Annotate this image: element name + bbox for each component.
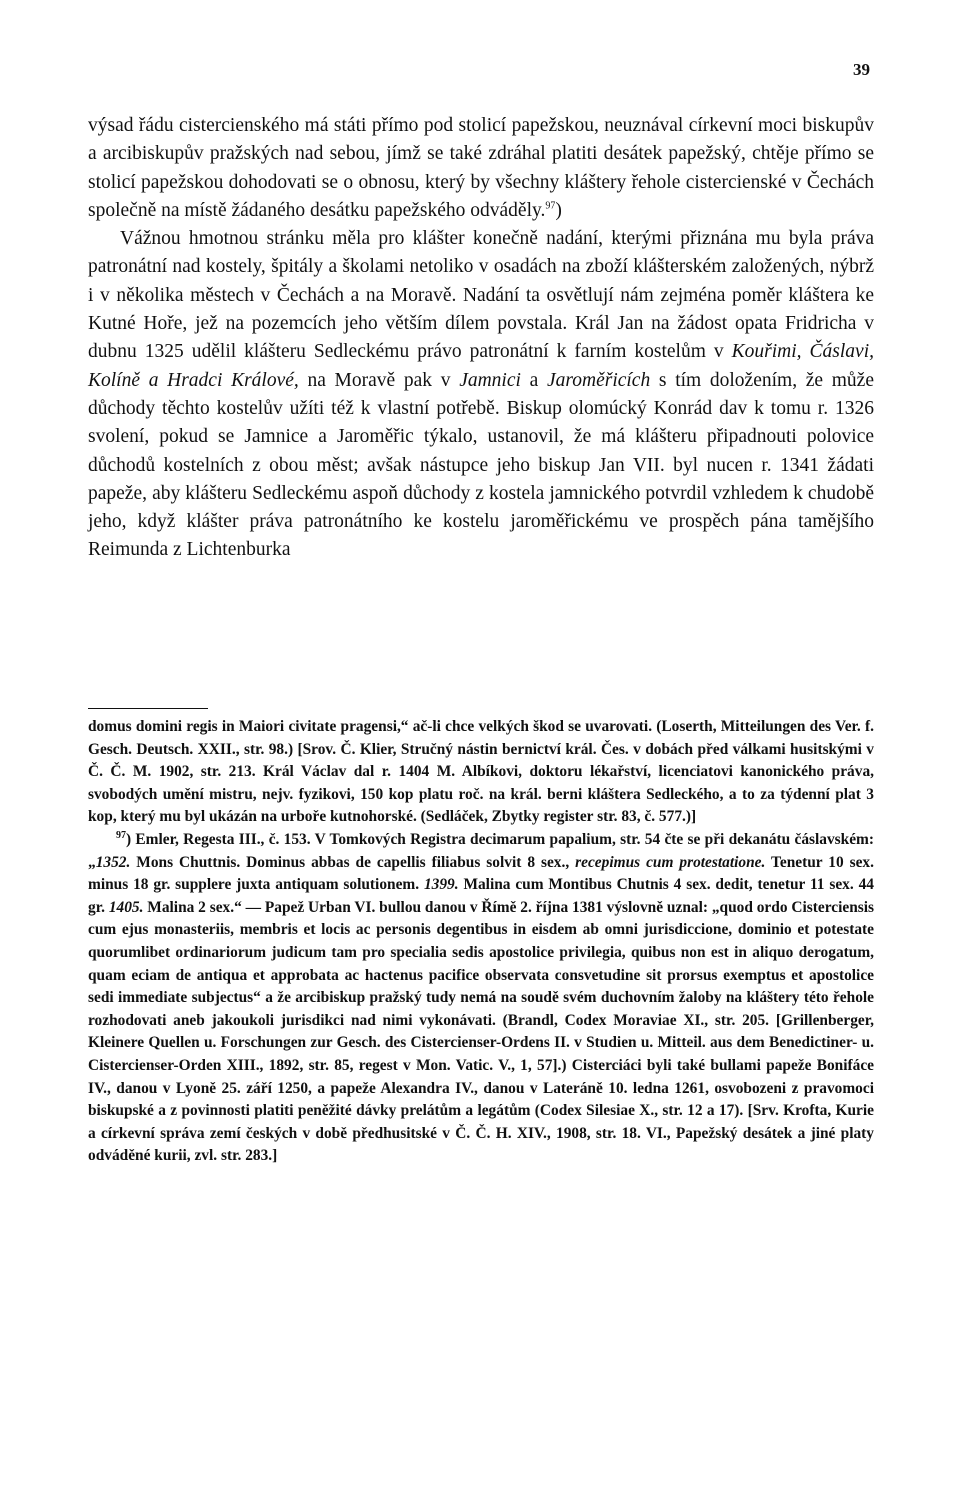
paragraph-2-text-b: na Moravě pak v — [298, 369, 460, 391]
footnote-97-text-a: ) Emler, Regesta III., č. 153. V Tomkových Registra decimarum papalium, str. 54 čte se při dekanátu čáslavském: „ — [88, 830, 874, 871]
footnote-97-year: 1405. — [108, 898, 144, 916]
main-text — [88, 112, 874, 565]
paragraph-2-text-a: Vážnou hmotnou stránku měla pro klášter konečně nadání, kterými přiznána mu byla práva patronátní nad kostely, špitály a školami netoliko v osadách na zboží klášterském založených, nýbrž i v několika městech v Čechách a na Moravě. Nadání ta osvětlují nám zejména poměr kláštera ke Kutné Hoře, jež na pozemcích jeho větším dílem povstala. Král Jan na žádost opata Fridricha v dubnu 1325 udělil klášteru Sedleckému právo patronátní k farním kostelům v — [88, 228, 874, 363]
paragraph-2-text-d: s tím doložením, že může důchody těchto kostelův užíti též k vlastní potřebě. Biskup olomúcký Konrád dav k tomu r. 1326 svolení, pokud se Jamnice a Jaroměřic týkalo, ustanovil, že má klášteru připadnouti polovice důchodů kostelních z obou měst; avšak nástupce jeho biskup Jan VII. byl nucen r. 1341 žádati papeže, aby klášteru Sedleckému aspoň důchody z kostela jamnického potvrdil vzhledem k chudobě jeho, když klášter práva patronátního ke kostelu jaroměřickému ve prospěch pána tamějšího Reimunda z Lichtenburka — [88, 369, 874, 561]
place-names-bohemia: Kouřimi, Čáslavi, Kolíně a Hradci Králové, — [88, 341, 874, 391]
page-number: 39 — [853, 60, 870, 79]
footnote-reference-97: 97 — [545, 200, 556, 212]
footnote-97-text-c: Tenetur 10 sex. minus 18 gr. supplere juxta antiquam solutionem. — [88, 853, 874, 894]
footnote-97-text-e: Malina 2 sex.“ — Papež Urban VI. bullou danou v Římě 2. října 1381 výslovně uznal: „quod ordo Cisterciensis cum ejus monasteriis, membris et locis ac personis degentibus in eisdem ab omni jurisdiccione, dominio et potestate quorumlibet ordinariorum judicum tam pro specialia sedis apostolice privilegia, quibus non est in aliquo derogatum, quam eciam de antiqua et approbata ac hactenus pacifice observata consvetudine sit prorsus exemptus et apostolice sedi immediate subjectus“ a že arcibiskup pražský tudy nemá na soudě svém duchovním žaloby na kláštery této řehole rozhodovati aneb jakoukoli jurisdikci nad nimi vykonávati. (Brandl, Codex Moraviae XI., str. 205. [Grillenberger, Kleinere Quellen u. Forschungen zur Gesch. des Cistercienser-Ordens II. v Studien u. Mitteil. aus dem Benedictiner- u. Cistercienser-Orden XIII., 1892, str. 85, regest v Mon. Vatic. V., 1, 57].) Cisterciáci byli také bullami papeže Bonifáce IV., danou v Lyoně 25. září 1250, a papeže Alexandra IV., danou v Lateráně 10. ledna 1261, osvobozeni z pravomoci biskupské a z povinnosti platiti peněžité dávky prelátům a legátům (Codex Silesiae X., str. 12 a 17). [Srv. Krofta, Kurie a církevní správa zemí českých v době předhusitské v Č. Č. H. XIV., 1908, str. 18. VI., Papežský desátek a jiné platy odváděné kurii, zvl. str. 283.] — [88, 898, 875, 1165]
footnote-97-text-d: Malina cum Montibus Chutnis 4 sex. dedit, tenetur 11 sex. 44 gr. — [88, 876, 874, 916]
paragraph-1: výsad řádu cistercienského má státi přímo pod stolicí papežskou, neuznával církevní moci biskupův a arcibiskupův pražských nad sebou, jímž se také zdráhal platiti desátek papežský, chtěje přímo se stolicí papežskou dohodovati se o obnosu, který by všechny kláštery řehole cistercienské v Čechách společně na místě žádaného desátku papežského odváděly.$^{97}$) — [88, 115, 874, 221]
place-name-jamnice: Jamnici — [459, 369, 521, 391]
paragraph-1-text: výsad řádu cistercienského má státi přímo pod stolicí papežskou, neuznával církevní moci biskupův a arcibiskupův pražských nad sebou, jímž se také zdráhal platiti desátek papežský, chtěje přímo se stolicí papežskou dohodovati se o obnosu, který by všechny kláštery řehole cistercienské v Čechách společně na místě žádaného desátku papežského odváděly. — [88, 115, 874, 221]
footnote-97-mark: 97 — [116, 829, 126, 841]
paragraph-2 — [88, 225, 874, 565]
footnote-97-quote: recepimus cum protestatione. — [575, 853, 766, 871]
footnote-separator — [88, 708, 208, 709]
footnote-97 — [88, 829, 874, 1168]
paragraph-2-text-c: a — [520, 369, 547, 391]
footnotes — [88, 716, 874, 1168]
footnote-continuation: domus domini regis in Maiori civitate pragensi,“ ač-li chce velkých škod se uvarovati. (Loserth, Mitteilungen des Ver. f. Gesch. Deutsch. XXII., str. 98.) [Srov. Č. Klier, Stručný nástin bernictví král. Čes. v dobách před válkami husitskými v Č. Č. M. 1902, str. 213. Král Václav dal r. 1404 M. Albíkovi, doktoru lékařství, licenciatovi kanonického práva, svobodých umění mistru, nejv. fyzikovi, 150 kop platu roč. na král. berni kláštera Sedleckého, a to za týdenní plat 3 kop, který mu byl ukázán na urboře kutnohorské. (Sedláček, Zbytky register str. 83, č. 577.)] — [88, 718, 874, 826]
footnote-97-year: 1399. — [423, 876, 459, 894]
footnote-97-year: 1352. — [95, 853, 131, 871]
place-name-jaromerice: Jaroměřicích — [546, 369, 651, 391]
footnote-97-text-b: Mons Chuttnis. Dominus abbas de capellis filiabus solvit 8 sex., — [130, 853, 576, 871]
